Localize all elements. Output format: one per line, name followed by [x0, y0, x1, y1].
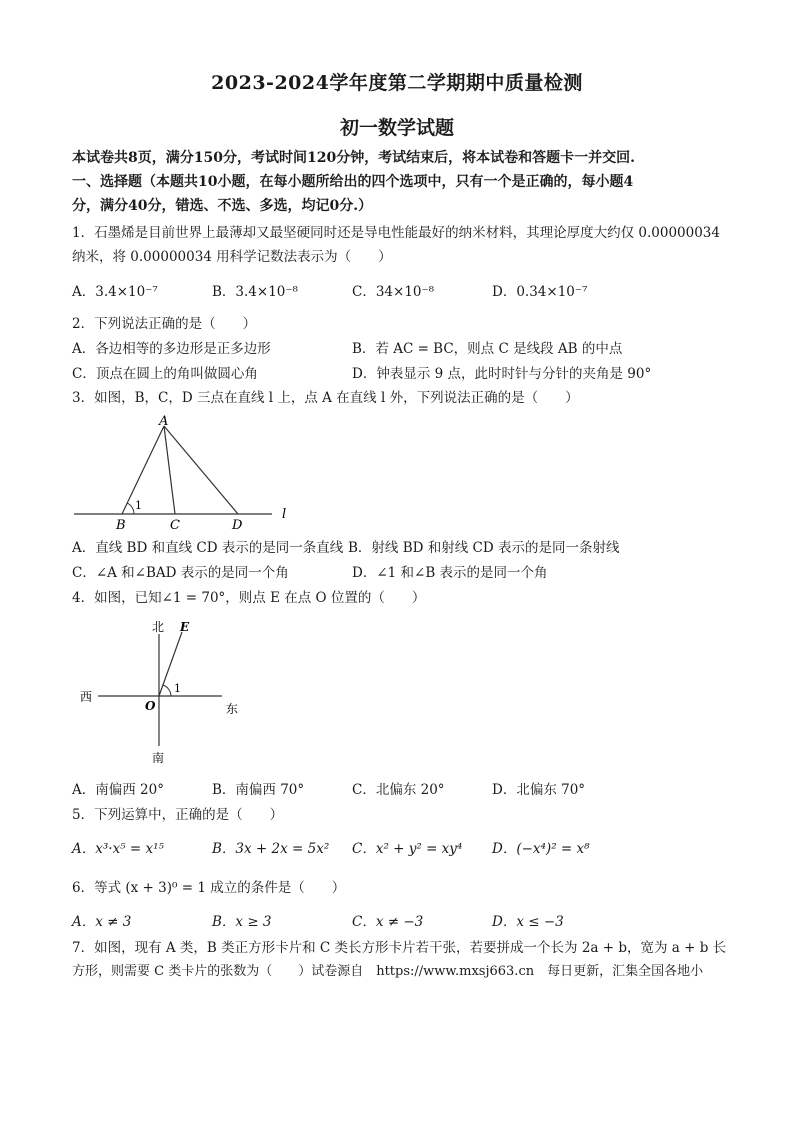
q1-stem: 1．石墨烯是目前世界上最薄却又最坚硬同时还是导电性能最好的纳米材料，其理论厚度大约仅 0.00000034: [72, 225, 720, 241]
q2-option-b: B．若 AC = BC，则点 C 是线段 AB 的中点: [352, 341, 623, 357]
exam-title: 2023-2024学年度第二学期期中质量检测: [211, 72, 583, 94]
q1-option-a: A．3.4×10⁻⁷: [72, 284, 158, 300]
q3-segment-ad: [164, 426, 238, 514]
q3-option-b: B．射线 BD 和射线 CD 表示的是同一条射线: [348, 540, 620, 556]
q4-option-a: A．南偏西 20°: [72, 782, 164, 798]
q4-option-b: B．南偏西 70°: [212, 782, 305, 798]
q3-label-a: A: [159, 414, 169, 429]
q6-option-d: D．x ≤ −3: [492, 914, 564, 930]
q1-stem-cont: 纳米，将 0.00000034 用科学记数法表示为（ ）: [72, 249, 392, 265]
q5-option-b: B．3x + 2x = 5x²: [212, 841, 330, 857]
q3-segment-ab: [122, 426, 164, 514]
q2-option-a: A．各边相等的多边形是正多边形: [72, 341, 271, 357]
exam-instructions: 本试卷共8页，满分150分，考试时间120分钟，考试结束后，将本试卷和答题卡一并交回.: [72, 150, 636, 166]
q3-label-angle-1: 1: [135, 499, 142, 512]
q4-option-d: D．北偏东 70°: [492, 782, 586, 798]
q4-label-west: 西: [80, 690, 93, 704]
q7-stem-cont: 方形，则需要 C 类卡片的张数为（ ）试卷源自 https://www.mxsj663.cn 每日更新，汇集全国各地小: [72, 964, 704, 979]
q5-option-c: C．x² + y² = xy⁴: [352, 841, 463, 857]
exam-subtitle: 初一数学试题: [339, 117, 454, 139]
q3-segment-ac: [164, 426, 175, 514]
q6-option-c: C．x ≠ −3: [352, 914, 424, 930]
q3-option-a: A．直线 BD 和直线 CD 表示的是同一条直线: [72, 540, 344, 556]
q4-option-c: C．北偏东 20°: [352, 782, 445, 798]
q1-option-c: C．34×10⁻⁸: [352, 284, 435, 300]
q3-angle-arc: [127, 503, 134, 514]
q4-label-angle-1: 1: [174, 682, 181, 695]
q3-option-d: D．∠1 和∠B 表示的是同一个角: [352, 565, 548, 581]
q5-stem: 5．下列运算中，正确的是（ ）: [72, 807, 284, 823]
q4-label-e: E: [180, 620, 190, 634]
q4-figure: [72, 614, 262, 770]
q4-stem: 4．如图，已知∠1 = 70°，则点 E 在点 O 位置的（ ）: [72, 590, 426, 606]
q3-stem: 3．如图，B，C，D 三点在直线 l 上，点 A 在直线 l 外，下列说法正确的是（ ）: [72, 390, 579, 406]
q3-label-c: C: [170, 518, 180, 533]
section-heading-cont: 分，满分40分，错选、不选、多选，均记0分.）: [72, 198, 373, 214]
q6-option-a: A．x ≠ 3: [72, 914, 132, 930]
q5-option-d: D．(−x⁴)² = x⁸: [492, 841, 590, 857]
section-heading: 一、选择题（本题共10小题，在每小题所给出的四个选项中，只有一个是正确的，每小题4: [72, 174, 634, 190]
q6-stem: 6．等式 (x + 3)⁰ = 1 成立的条件是（ ）: [72, 880, 346, 896]
q7-stem: 7．如图，现有 A 类，B 类正方形卡片和 C 类长方形卡片若干张，若要拼成一个长为 2a + b，宽为 a + b 长: [72, 940, 727, 956]
q3-label-l: l: [282, 507, 287, 522]
q4-angle-arc: [163, 685, 171, 696]
q6-option-b: B．x ≥ 3: [212, 914, 272, 930]
q1-option-b: B．3.4×10⁻⁸: [212, 284, 298, 300]
q4-label-north: 北: [152, 620, 165, 634]
q5-option-a: A．x³·x⁵ = x¹⁵: [72, 841, 164, 857]
q2-option-d: D．钟表显示 9 点，此时时针与分针的夹角是 90°: [352, 366, 652, 382]
q4-label-east: 东: [226, 702, 239, 716]
q4-label-south: 南: [152, 751, 165, 765]
q3-label-b: B: [116, 518, 126, 533]
q4-label-o: O: [145, 699, 156, 713]
q3-figure: [72, 412, 302, 536]
q1-option-d: D．0.34×10⁻⁷: [492, 284, 588, 300]
q2-option-c: C．顶点在圆上的角叫做圆心角: [72, 366, 258, 382]
q2-stem: 2．下列说法正确的是（ ）: [72, 316, 257, 332]
q3-option-c: C．∠A 和∠BAD 表示的是同一个角: [72, 565, 289, 581]
q3-label-d: D: [232, 518, 243, 533]
